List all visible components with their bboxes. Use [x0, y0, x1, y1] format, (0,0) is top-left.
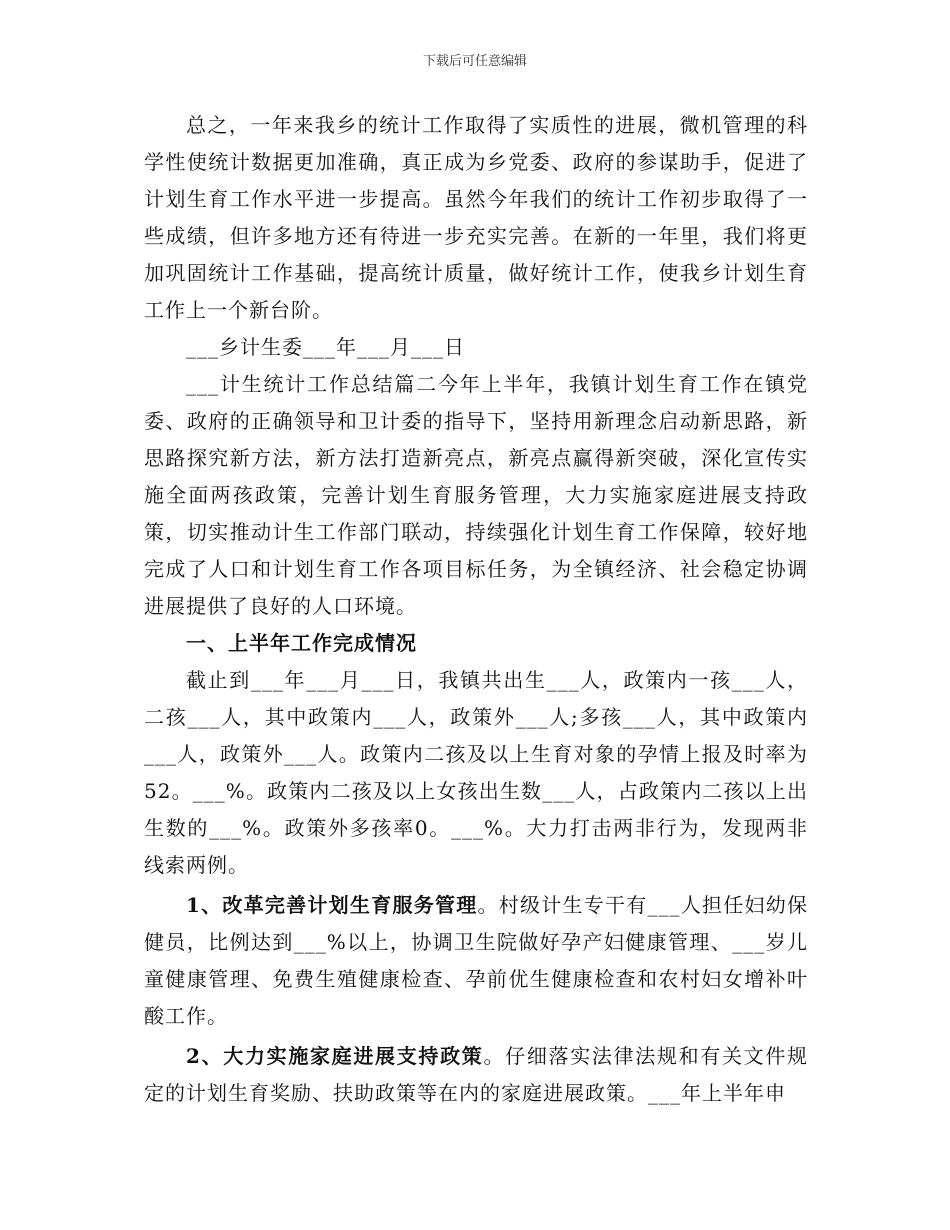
document-body — [144, 107, 808, 1112]
page-header: 下载后可任意编辑 — [422, 54, 527, 69]
subheading-family-policy: 2、大力实施家庭进展支持政策 — [186, 1044, 484, 1068]
paragraph-statistics: 截止到___年___月___日，我镇共出生___人，政策内一孩___人，二孩___人，其中政策内___人，政策外___人;多孩___人，其中政策内___人，政策外___人。政策内二孩及以上生育对象的孕情上报及时率为52。___%。政策内二孩及以上女孩出生数___人，占政策内二孩以上出生数的___%。政策外多孩率0。___%。大力打击两非行为，发现两非线索两例。 — [144, 668, 808, 877]
paragraph-family-policy-text: 。仔细落实法律法规和有关文件规定的计划生育奖励、扶助政策等在内的家庭进展政策。___年上半年申 — [144, 1044, 809, 1105]
paragraph-service-management — [144, 887, 808, 1035]
paragraph-intro: ___计生统计工作总结篇二今年上半年，我镇计划生育工作在镇党委、政府的正确领导和卫计委的指导下，坚持用新理念启动新思路，新思路探究新方法，新方法打造新亮点，新亮点赢得新突破，深化宣传实施全面两孩政策，完善计划生育服务管理，大力实施家庭进展支持政策，切实推动计生工作部门联动，持续强化计划生育工作保障，较好地完成了人口和计划生育工作各项目标任务，为全镇经济、社会稳定协调进展提供了良好的人口环境。 — [144, 372, 808, 618]
section-heading: 一、上半年工作完成情况 — [186, 631, 417, 655]
paragraph-summary: 总之，一年来我乡的统计工作取得了实质性的进展，微机管理的科学性使统计数据更加准确，真正成为乡党委、政府的参谋助手，促进了计划生育工作水平进一步提高。虽然今年我们的统计工作初步取得了一些成绩，但许多地方还有待进一步充实完善。在新的一年里，我们将更加巩固统计工作基础，提高统计质量，做好统计工作，使我乡计划生育工作上一个新台阶。 — [144, 113, 808, 322]
signature-line: ___乡计生委___年___月___日 — [186, 335, 465, 359]
paragraph-family-policy — [144, 1038, 808, 1112]
paragraph-service-management-text: 。村级计生专干有___人担任妇幼保健员，比例达到___%以上，协调卫生院做好孕产妇健康管理、___岁儿童健康管理、免费生殖健康检查、孕前优生健康检查和农村妇女增补叶酸工作。 — [144, 893, 809, 1028]
subheading-service-management: 1、改革完善计划生育服务管理 — [186, 893, 478, 917]
